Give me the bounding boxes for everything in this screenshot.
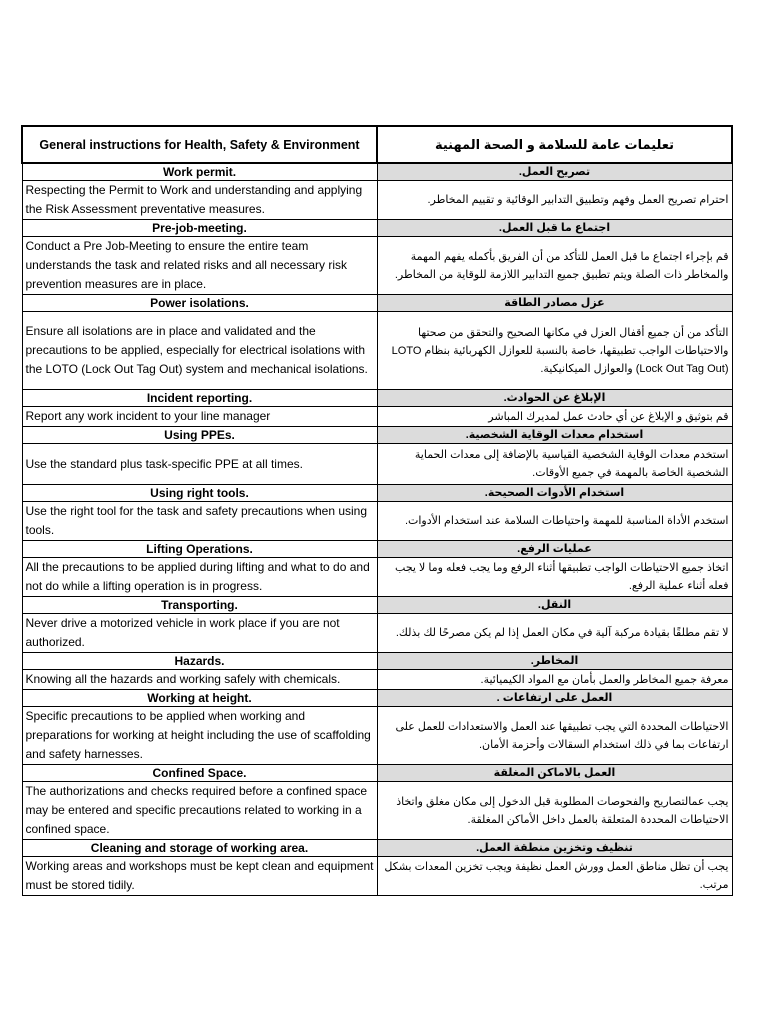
section-text-en: Use the standard plus task-specific PPE at all times.: [22, 444, 377, 485]
section-body-row: [22, 312, 732, 390]
section-text-en: Knowing all the hazards and working safely with chemicals.: [22, 670, 377, 690]
section-body-row: [22, 670, 732, 690]
section-title-en: Transporting.: [22, 597, 377, 614]
section-text-en: Report any work incident to your line manager: [22, 407, 377, 427]
section-title-ar: استخدام الأدوات الصحيحة.: [377, 485, 732, 502]
section-text-en: Use the right tool for the task and safety precautions when using tools.: [22, 502, 377, 541]
section-title-en: Hazards.: [22, 653, 377, 670]
section-text-en: Working areas and workshops must be kept clean and equipment must be stored tidily.: [22, 857, 377, 896]
section-text-ar: احترام تصريح العمل وفهم وتطبيق التدابير الوقائية و تقييم المخاطر.: [377, 181, 732, 220]
header-en: General instructions for Health, Safety & Environment: [22, 126, 377, 163]
section-title-row: [22, 427, 732, 444]
section-title-ar: النقل.: [377, 597, 732, 614]
section-text-ar: التأكد من أن جميع أقفال العزل في مكانها الصحيح والتحقق من صحتها والاحتياطات الواجب تطبيقها، خاصة بالنسبة للعوازل الكهربائية بنظام LOTO (Lock Out Tag Out) والعوازل الميكانيكية.: [377, 312, 732, 390]
section-body-row: [22, 782, 732, 840]
section-text-en: All the precautions to be applied during lifting and what to do and not do while a lifting operation is in progress.: [22, 558, 377, 597]
section-title-en: Using PPEs.: [22, 427, 377, 444]
section-text-en: Specific precautions to be applied when working and preparations for working at height including the use of scaffolding and safety harnesses.: [22, 707, 377, 765]
section-body-row: [22, 614, 732, 653]
section-text-ar: يجب عمالتصاريح والفحوصات المطلوبة قبل الدخول إلى مكان مغلق واتخاذ الاحتياطات المحددة المتعلقة بالعمل داخل الأماكن المغلقة.: [377, 782, 732, 840]
section-title-ar: تصريح العمل.: [377, 163, 732, 181]
section-body-row: [22, 237, 732, 295]
section-title-en: Pre-job-meeting.: [22, 220, 377, 237]
section-body-row: [22, 502, 732, 541]
section-title-row: [22, 541, 732, 558]
section-title-en: Confined Space.: [22, 765, 377, 782]
section-text-ar: الاحتياطات المحددة التي يجب تطبيقها عند العمل والاستعدادات للعمل على ارتفاعات بما في ذلك استخدام السقالات وأحزمة الأمان.: [377, 707, 732, 765]
section-text-ar: استخدم الأداة المناسبة للمهمة واحتياطات السلامة عند استخدام الأدوات.: [377, 502, 732, 541]
section-title-ar: الإبلاغ عن الحوادث.: [377, 390, 732, 407]
section-body-row: [22, 181, 732, 220]
section-text-ar: اتخاذ جميع الاحتياطات الواجب تطبيقها أثناء الرفع وما يجب فعله وما لا يجب فعله أثناء عملية الرفع.: [377, 558, 732, 597]
section-title-en: Incident reporting.: [22, 390, 377, 407]
section-title-row: [22, 597, 732, 614]
section-text-ar: لا تقم مطلقًا بقيادة مركبة آلية في مكان العمل إذا لم يكن مصرحًا لك بذلك.: [377, 614, 732, 653]
section-body-row: [22, 407, 732, 427]
section-title-en: Lifting Operations.: [22, 541, 377, 558]
section-body-row: [22, 707, 732, 765]
section-title-en: Work permit.: [22, 163, 377, 181]
section-text-ar: استخدم معدات الوقاية الشخصية القياسية بالإضافة إلى معدات الحماية الشخصية الخاصة بالمهمة في جميع الأوقات.: [377, 444, 732, 485]
section-title-row: [22, 653, 732, 670]
section-text-en: Respecting the Permit to Work and understanding and applying the Risk Assessment preventative measures.: [22, 181, 377, 220]
section-title-row: [22, 840, 732, 857]
section-title-ar: العمل بالاماكن المغلقة: [377, 765, 732, 782]
section-text-ar: قم بإجراء اجتماع ما قبل العمل للتأكد من أن الفريق بأكمله يفهم المهمة والمخاطر ذات الصلة ويتم تطبيق جميع التدابير اللازمة للوقاية من المخاطر.: [377, 237, 732, 295]
section-body-row: [22, 857, 732, 896]
section-body-row: [22, 558, 732, 597]
section-title-row: [22, 220, 732, 237]
section-text-en: Ensure all isolations are in place and validated and the precautions to be applied, especially for electrical isolations with the LOTO (Lock Out Tag Out) system and mechanical isolations.: [22, 312, 377, 390]
section-text-en: Conduct a Pre Job-Meeting to ensure the entire team understands the task and related risks and all necessary risk prevention measures are in place.: [22, 237, 377, 295]
section-title-row: [22, 390, 732, 407]
section-body-row: [22, 444, 732, 485]
section-text-en: The authorizations and checks required before a confined space may be entered and specific precautions related to working in a confined space.: [22, 782, 377, 840]
section-title-row: [22, 485, 732, 502]
section-text-ar: قم بتوثيق و الإبلاغ عن أي حادث عمل لمديرك المباشر: [377, 407, 732, 427]
hse-instructions-table: [21, 125, 733, 896]
section-title-en: Using right tools.: [22, 485, 377, 502]
header-ar: تعليمات عامة للسلامة و الصحة المهنية: [377, 126, 732, 163]
section-title-row: [22, 163, 732, 181]
section-title-ar: تنظيف وتخزين منطقة العمل.: [377, 840, 732, 857]
section-title-en: Power isolations.: [22, 295, 377, 312]
section-text-ar: يجب أن تظل مناطق العمل وورش العمل نظيفة ويجب تخزين المعدات بشكل مرتب.: [377, 857, 732, 896]
section-title-en: Working at height.: [22, 690, 377, 707]
section-title-row: [22, 295, 732, 312]
section-title-ar: العمل على ارتفاعات .: [377, 690, 732, 707]
section-title-row: [22, 690, 732, 707]
section-title-ar: عزل مصادر الطاقة: [377, 295, 732, 312]
section-title-ar: استخدام معدات الوقاية الشخصية.: [377, 427, 732, 444]
table-header-row: [22, 126, 732, 163]
section-text-en: Never drive a motorized vehicle in work place if you are not authorized.: [22, 614, 377, 653]
section-text-ar: معرفة جميع المخاطر والعمل بأمان مع المواد الكيميائية.: [377, 670, 732, 690]
section-title-ar: عمليات الرفع.: [377, 541, 732, 558]
section-title-ar: المخاطر.: [377, 653, 732, 670]
section-title-en: Cleaning and storage of working area.: [22, 840, 377, 857]
section-title-row: [22, 765, 732, 782]
section-title-ar: اجتماع ما قبل العمل.: [377, 220, 732, 237]
